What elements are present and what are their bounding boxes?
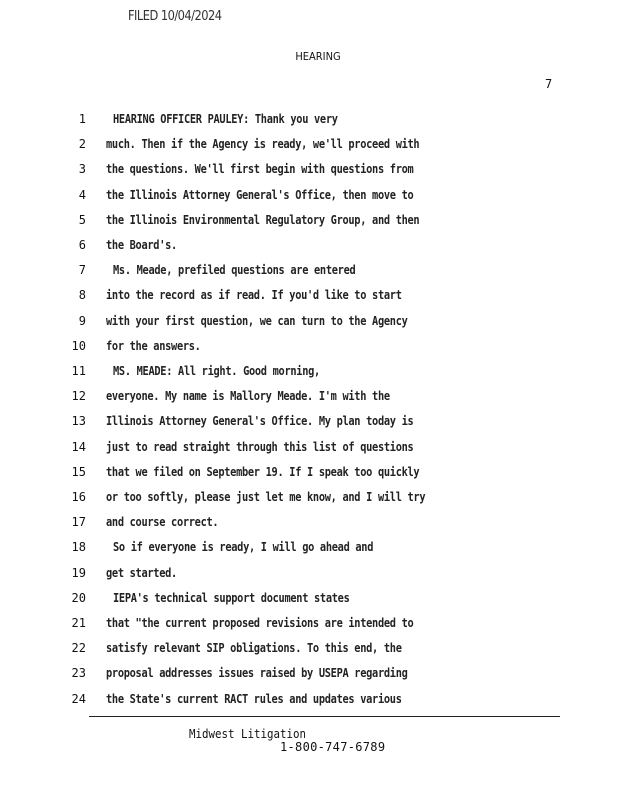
line-text: satisfy relevant SIP obligations. To this end, the (106, 641, 402, 656)
line-number: 3 (78, 162, 86, 177)
line-number: 17 (71, 515, 86, 530)
line-number: 2 (78, 137, 86, 152)
footer-company: Midwest Litigation (189, 727, 307, 741)
line-text: for the answers. (106, 338, 201, 353)
line-text: So if everyone is ready, I will go ahead and (113, 540, 374, 555)
line-text: that we filed on September 19. If I speak too quickly (106, 464, 420, 479)
line-text: the Board's. (106, 238, 177, 252)
line-text: that "the current proposed revisions are intended to (106, 616, 414, 630)
line-text: Ms. Meade, prefiled questions are entered (113, 263, 356, 278)
line-text: the questions. We'll first begin with questions from (106, 162, 414, 177)
transcript-line (0, 339, 618, 364)
line-number: 16 (71, 490, 86, 504)
line-text: MS. MEADE: All right. Good morning, (113, 364, 320, 378)
line-number: 4 (78, 187, 86, 202)
transcript-line (0, 566, 618, 591)
transcript-line (0, 490, 618, 515)
footer-phone: 1-800-747-6789 (280, 740, 386, 754)
line-text: or too softly, please just let me know, and I will try (106, 490, 426, 504)
line-number: 8 (78, 288, 86, 303)
transcript-line (0, 540, 618, 565)
line-text: the Illinois Environmental Regulatory Group, and then (106, 212, 420, 227)
line-number: 5 (78, 212, 86, 227)
transcript-line (0, 616, 618, 641)
line-number: 11 (71, 364, 86, 378)
line-number: 7 (78, 263, 86, 278)
line-text: proposal addresses issues raised by USEPA regarding (106, 666, 408, 681)
page-header-title: HEARING (295, 50, 341, 63)
footer-divider (89, 716, 560, 717)
line-text: HEARING OFFICER PAULEY: Thank you very (113, 112, 338, 126)
line-text: everyone. My name is Mallory Meade. I'm with the (106, 389, 390, 404)
line-text: get started. (106, 565, 177, 580)
transcript-line (0, 364, 618, 389)
transcript-line (0, 692, 618, 717)
line-number: 18 (71, 540, 86, 555)
transcript-line (0, 188, 618, 213)
page-number: 7 (545, 77, 553, 91)
transcript-line (0, 288, 618, 313)
line-number: 23 (71, 666, 86, 681)
transcript-line (0, 238, 618, 263)
line-number: 9 (78, 313, 86, 328)
line-number: 15 (71, 464, 86, 479)
line-text: the Illinois Attorney General's Office, then move to (106, 187, 414, 202)
transcript-line (0, 465, 618, 490)
line-text: much. Then if the Agency is ready, we'll proceed with (106, 137, 420, 152)
transcript-line (0, 666, 618, 691)
line-number: 24 (71, 691, 86, 706)
transcript-line (0, 414, 618, 439)
line-number: 14 (71, 439, 86, 454)
line-text: with your first question, we can turn to the Agency (106, 313, 408, 328)
line-text: and course correct. (106, 515, 219, 530)
transcript-line (0, 515, 618, 540)
line-number: 13 (71, 414, 86, 429)
transcript-line (0, 389, 618, 414)
line-text: just to read straight through this list of questions (106, 439, 414, 454)
line-text: into the record as if read. If you'd like to start (106, 288, 402, 303)
transcript-line (0, 314, 618, 339)
line-number: 19 (71, 565, 86, 580)
line-text: IEPA's technical support document states (113, 590, 350, 605)
line-number: 6 (78, 238, 86, 252)
transcript-line (0, 641, 618, 666)
transcript-line (0, 263, 618, 288)
line-number: 22 (71, 641, 86, 656)
transcript-line (0, 591, 618, 616)
line-number: 12 (71, 389, 86, 404)
filed-stamp: FILED 10/04/2024 (128, 9, 222, 24)
line-text: the State's current RACT rules and updates various (106, 691, 402, 706)
line-text: Illinois Attorney General's Office. My plan today is (106, 414, 414, 429)
transcript-line (0, 213, 618, 238)
transcript-line (0, 137, 618, 162)
transcript-line (0, 162, 618, 187)
line-number: 10 (71, 338, 86, 353)
line-number: 21 (71, 616, 86, 630)
transcript-line (0, 440, 618, 465)
line-number: 1 (78, 112, 86, 126)
line-number: 20 (71, 590, 86, 605)
transcript-line (0, 112, 618, 137)
